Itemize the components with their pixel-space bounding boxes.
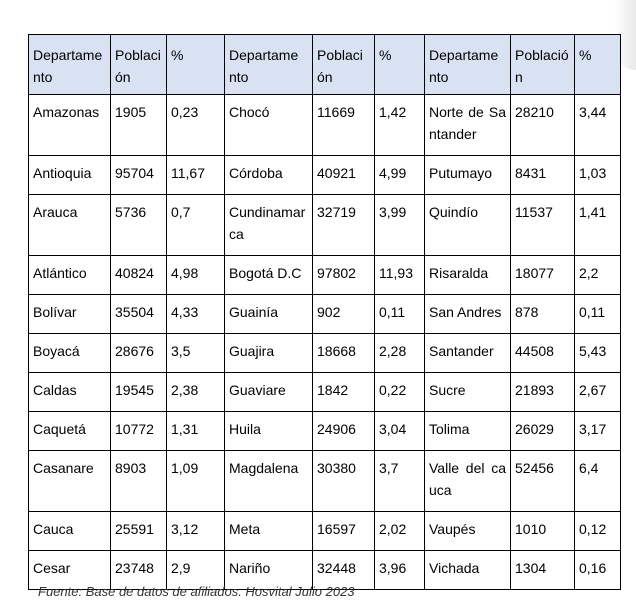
table-row xyxy=(29,334,621,373)
table-cell: 52456 xyxy=(511,451,575,512)
table-cell: 95704 xyxy=(111,156,167,195)
header-cell: % xyxy=(575,35,621,95)
table-cell: Cesar xyxy=(29,551,111,590)
table-cell: 0,7 xyxy=(167,195,225,256)
table-cell: 40921 xyxy=(313,156,375,195)
table-cell: 32448 xyxy=(313,551,375,590)
table-cell: 0,16 xyxy=(575,551,621,590)
table-cell: Bogotá D.C xyxy=(225,256,313,295)
header-cell: Departame nto xyxy=(225,35,313,95)
table-cell: Santander xyxy=(425,334,511,373)
table-cell: 2,28 xyxy=(375,334,425,373)
table-cell: 2,9 xyxy=(167,551,225,590)
table-cell: 1010 xyxy=(511,512,575,551)
table-cell: 4,33 xyxy=(167,295,225,334)
table-cell: 2,02 xyxy=(375,512,425,551)
table-cell: Valle del cauca xyxy=(425,451,511,512)
table-cell: 28210 xyxy=(511,95,575,156)
table-cell: 11,67 xyxy=(167,156,225,195)
table-cell: 6,4 xyxy=(575,451,621,512)
table-cell: Casanare xyxy=(29,451,111,512)
table-cell: 1,03 xyxy=(575,156,621,195)
table-cell: Tolima xyxy=(425,412,511,451)
table-cell: 23748 xyxy=(111,551,167,590)
table-cell: 8431 xyxy=(511,156,575,195)
table-cell: 11,93 xyxy=(375,256,425,295)
table-cell: 1,42 xyxy=(375,95,425,156)
table-cell: Cauca xyxy=(29,512,111,551)
table-cell: Nariño xyxy=(225,551,313,590)
table-cell: 11537 xyxy=(511,195,575,256)
header-cell: Poblaci ón xyxy=(313,35,375,95)
table-cell: Magdalena xyxy=(225,451,313,512)
table-cell: Amazonas xyxy=(29,95,111,156)
table-cell: Chocó xyxy=(225,95,313,156)
table-cell: 26029 xyxy=(511,412,575,451)
table-cell: 1304 xyxy=(511,551,575,590)
table-cell: 97802 xyxy=(313,256,375,295)
table-cell: Guainía xyxy=(225,295,313,334)
table-cell: Huila xyxy=(225,412,313,451)
table-cell: 1,31 xyxy=(167,412,225,451)
table-caption: Fuente: Base de datos de afiliados. Hosvital Julio 2023 xyxy=(38,584,355,599)
header-cell: % xyxy=(167,35,225,95)
table-cell: 2,67 xyxy=(575,373,621,412)
table-cell: 8903 xyxy=(111,451,167,512)
table-cell: San Andres xyxy=(425,295,511,334)
population-table xyxy=(28,34,621,590)
table-cell: 3,99 xyxy=(375,195,425,256)
table-row xyxy=(29,195,621,256)
table-row xyxy=(29,512,621,551)
header-cell: Departame nto xyxy=(29,35,111,95)
table-cell: Meta xyxy=(225,512,313,551)
table-cell: Norte de Santander xyxy=(425,95,511,156)
table-cell: 2,2 xyxy=(575,256,621,295)
table-cell: 1,41 xyxy=(575,195,621,256)
table-cell: 5,43 xyxy=(575,334,621,373)
table-cell: 19545 xyxy=(111,373,167,412)
table-cell: 0,11 xyxy=(375,295,425,334)
table-cell: 3,44 xyxy=(575,95,621,156)
table-cell: Bolívar xyxy=(29,295,111,334)
table-row xyxy=(29,451,621,512)
table-cell: 21893 xyxy=(511,373,575,412)
table-cell: 878 xyxy=(511,295,575,334)
table-cell: Atlántico xyxy=(29,256,111,295)
table-cell: 24906 xyxy=(313,412,375,451)
table-cell: 3,17 xyxy=(575,412,621,451)
table-cell: Guajira xyxy=(225,334,313,373)
table-cell: 32719 xyxy=(313,195,375,256)
table-cell: Cundinamar ca xyxy=(225,195,313,256)
table-row xyxy=(29,373,621,412)
table-cell: Caquetá xyxy=(29,412,111,451)
table-cell: Córdoba xyxy=(225,156,313,195)
table-cell: 25591 xyxy=(111,512,167,551)
table-row xyxy=(29,295,621,334)
table-cell: 10772 xyxy=(111,412,167,451)
table-cell: 1842 xyxy=(313,373,375,412)
table-cell: 4,98 xyxy=(167,256,225,295)
table-cell: 18668 xyxy=(313,334,375,373)
table-cell: 16597 xyxy=(313,512,375,551)
table-cell: Caldas xyxy=(29,373,111,412)
table-cell: 1905 xyxy=(111,95,167,156)
table-cell: 3,12 xyxy=(167,512,225,551)
table-cell: Risaralda xyxy=(425,256,511,295)
table-cell: Vichada xyxy=(425,551,511,590)
table-cell: 5736 xyxy=(111,195,167,256)
table-cell: Guaviare xyxy=(225,373,313,412)
header-row xyxy=(29,35,621,95)
table-row xyxy=(29,95,621,156)
table-cell: 3,04 xyxy=(375,412,425,451)
table-cell: 0,22 xyxy=(375,373,425,412)
table-cell: 40824 xyxy=(111,256,167,295)
table-cell: Boyacá xyxy=(29,334,111,373)
table-cell: 0,12 xyxy=(575,512,621,551)
header-cell: Poblaci ón xyxy=(111,35,167,95)
table-cell: 0,11 xyxy=(575,295,621,334)
table-cell: Vaupés xyxy=(425,512,511,551)
table-cell: 11669 xyxy=(313,95,375,156)
table-row xyxy=(29,256,621,295)
table-cell: Putumayo xyxy=(425,156,511,195)
table-cell: 3,96 xyxy=(375,551,425,590)
table-cell: 30380 xyxy=(313,451,375,512)
header-cell: Població n xyxy=(511,35,575,95)
table-cell: Sucre xyxy=(425,373,511,412)
table-row xyxy=(29,156,621,195)
table-cell: 0,23 xyxy=(167,95,225,156)
table-cell: Arauca xyxy=(29,195,111,256)
table-cell: 1,09 xyxy=(167,451,225,512)
table-row xyxy=(29,412,621,451)
table-cell: 44508 xyxy=(511,334,575,373)
table-cell: 3,5 xyxy=(167,334,225,373)
table-cell: 3,7 xyxy=(375,451,425,512)
table-cell: 4,99 xyxy=(375,156,425,195)
header-cell: % xyxy=(375,35,425,95)
table-cell: Quindío xyxy=(425,195,511,256)
table-cell: 2,38 xyxy=(167,373,225,412)
table-cell: 35504 xyxy=(111,295,167,334)
table-cell: 18077 xyxy=(511,256,575,295)
header-cell: Departame nto xyxy=(425,35,511,95)
table-cell: 28676 xyxy=(111,334,167,373)
table-cell: Antioquia xyxy=(29,156,111,195)
table-cell: 902 xyxy=(313,295,375,334)
